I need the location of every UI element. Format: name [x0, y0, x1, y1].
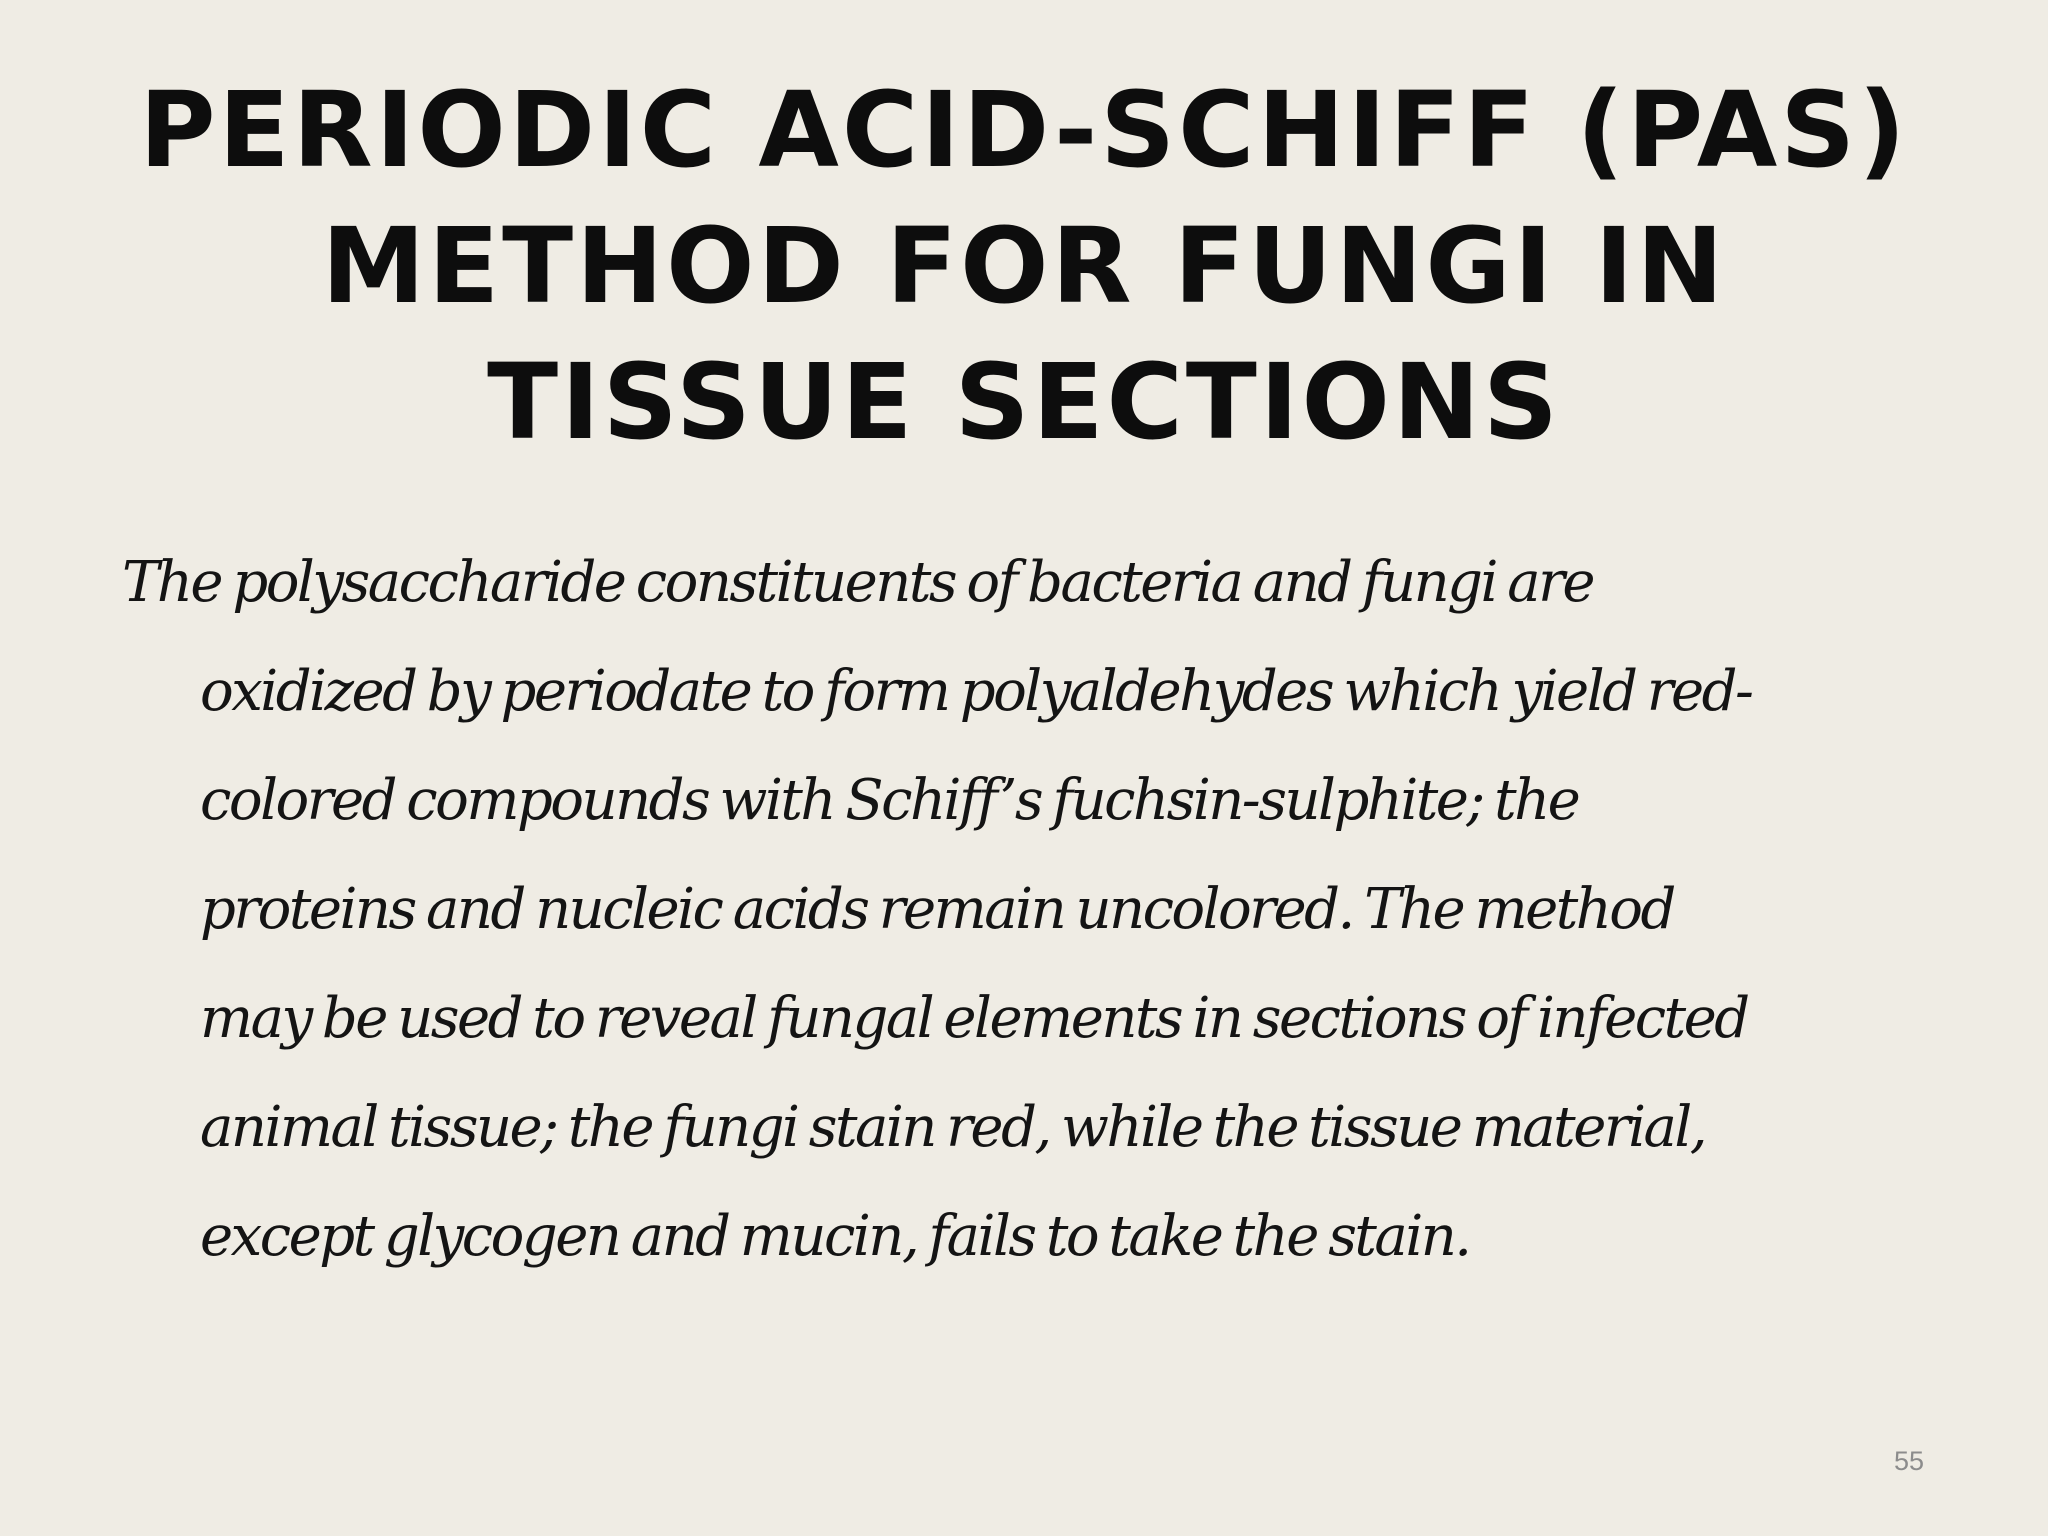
slide-title-line: PERIODIC ACID-SCHIFF (PAS): [139, 69, 1909, 191]
body-line: except glycogen and mucin, fails to take the stain.: [200, 1204, 1470, 1269]
body-line: colored compounds with Schiff’s fuchsin-sulphite; the: [200, 768, 1579, 833]
body-line: The polysaccharide constituents of bacteria and fungi are: [122, 550, 1594, 615]
slide-title: [100, 62, 1948, 470]
body-line: proteins and nucleic acids remain uncolored. The method: [200, 877, 1674, 942]
body-line: animal tissue; the fungi stain red, while the tissue material,: [200, 1095, 1706, 1160]
body-line: may be used to reveal fungal elements in sections of infected: [200, 986, 1748, 1051]
body-line: oxidized by periodate to form polyaldehydes which yield red-: [200, 659, 1752, 724]
slide-body-paragraph: [122, 528, 1902, 1291]
slide-title-line: TISSUE SECTIONS: [487, 341, 1561, 463]
slide-number: 55: [1893, 1446, 1924, 1476]
slide-title-line: METHOD FOR FUNGI IN: [321, 205, 1727, 327]
